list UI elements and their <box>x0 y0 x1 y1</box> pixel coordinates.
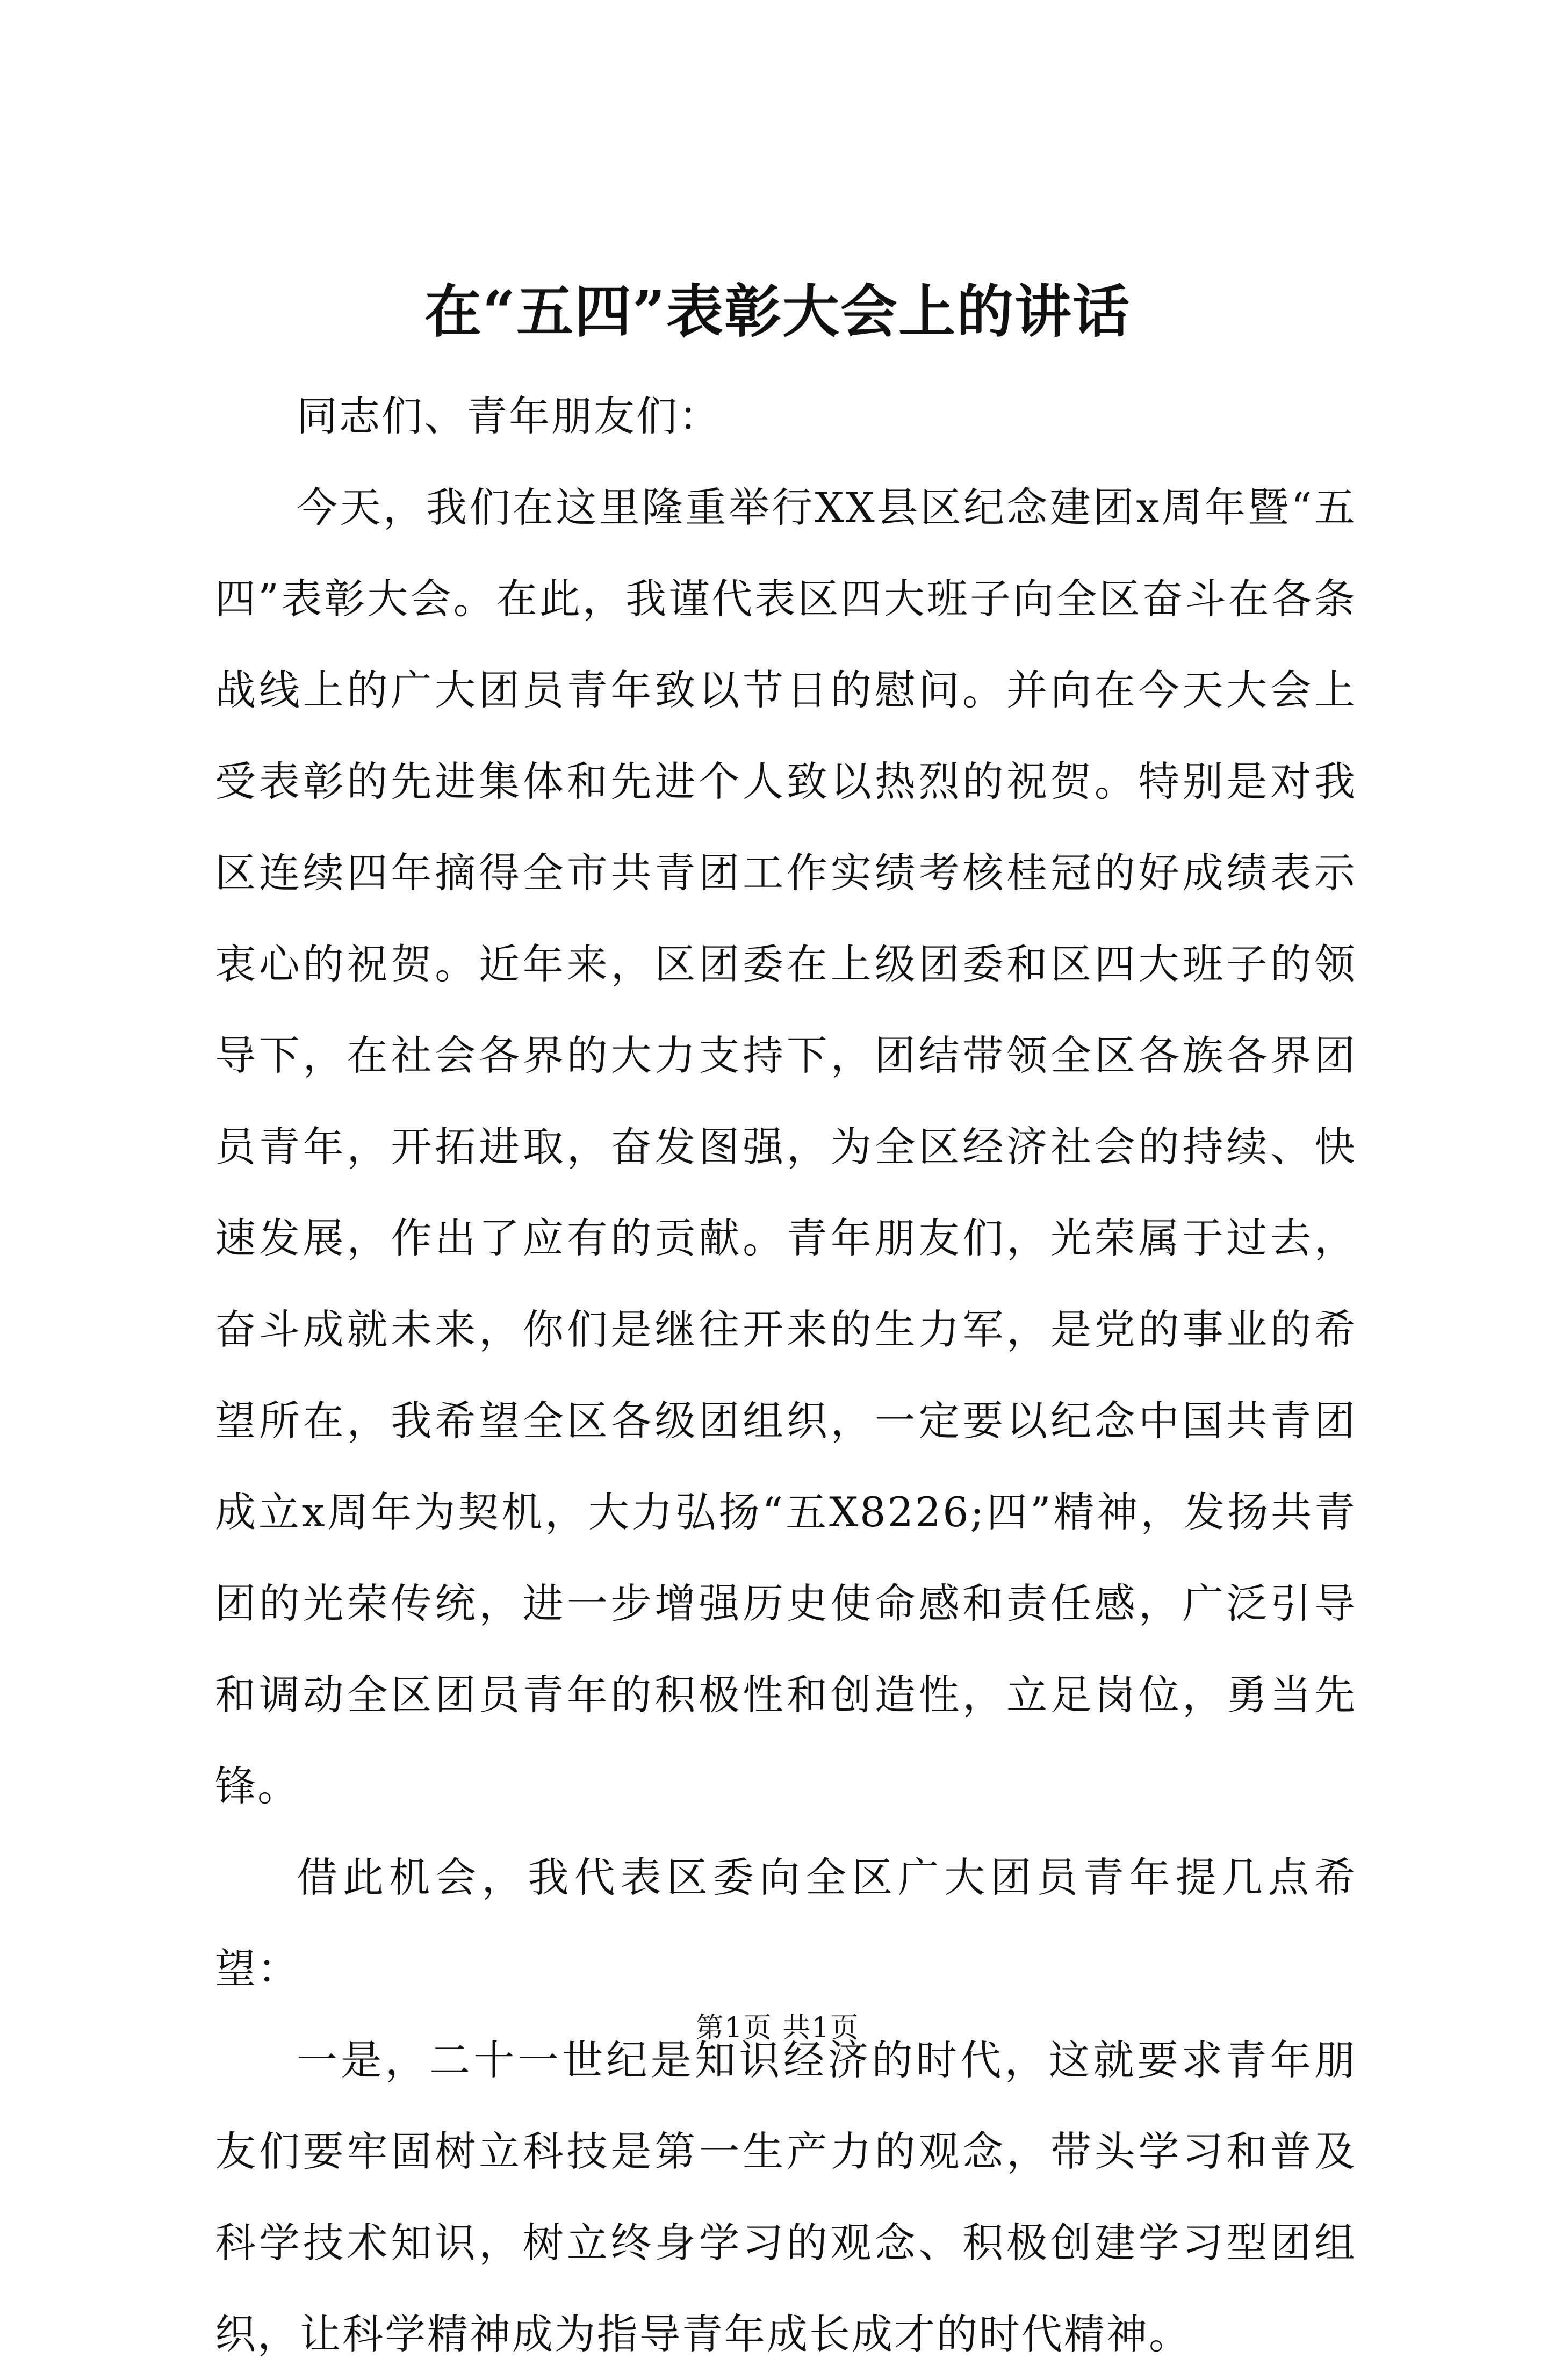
salutation-paragraph: 同志们、青年朋友们： <box>297 392 721 440</box>
body-paragraph: 今天，我们在这里隆重举行XX县区纪念建团x周年暨“五四”表彰大会。在此，我谨代表区四大班子向全区奋斗在各条战线上的广大团员青年致以节日的慰问。并向在今天大会上受表彰的先进集体和先进个人致以热烈的祝贺。特别是对我区连续四年摘得全市共青团工作实绩考核桂冠的好成绩表示衷心的祝贺。近年来，区团委在上级团委和区四大班子的领导下，在社会各界的大力支持下，团结带领全区各族各界团员青年，开拓进取，奋发图强，为全区经济社会的持续、快速发展，作出了应有的贡献。青年朋友们，光荣属于过去，奋斗成就未来，你们是继往开来的生力军，是党的事业的希望所在，我希望全区各级团组织，一定要以纪念中国共青团成立x周年为契机，大力弘扬“五X8226;四”精神，发扬共青团的光荣传统，进一步增强历史使命感和责任感，广泛引导和调动全区团员青年的积极性和创造性，立足岗位，勇当先锋。 <box>215 484 1357 1810</box>
body-paragraph: 一是，二十一世纪是知识经济的时代，这就要求青年朋友们要牢固树立科技是第一生产力的观念，带头学习和普及科学技术知识，树立终身学习的观念、积极创建学习型团组织，让科学精神成为指导青年成长成才的时代精神。 <box>215 2036 1357 2358</box>
page-number-footer: 第1页 共1页 <box>695 2012 860 2044</box>
document-body <box>215 371 1357 2380</box>
body-paragraph: 借此机会，我代表区委向全区广大团员青年提几点希望： <box>215 1853 1357 1993</box>
document-title: 在“五四”表彰大会上的讲话 <box>424 278 1131 345</box>
